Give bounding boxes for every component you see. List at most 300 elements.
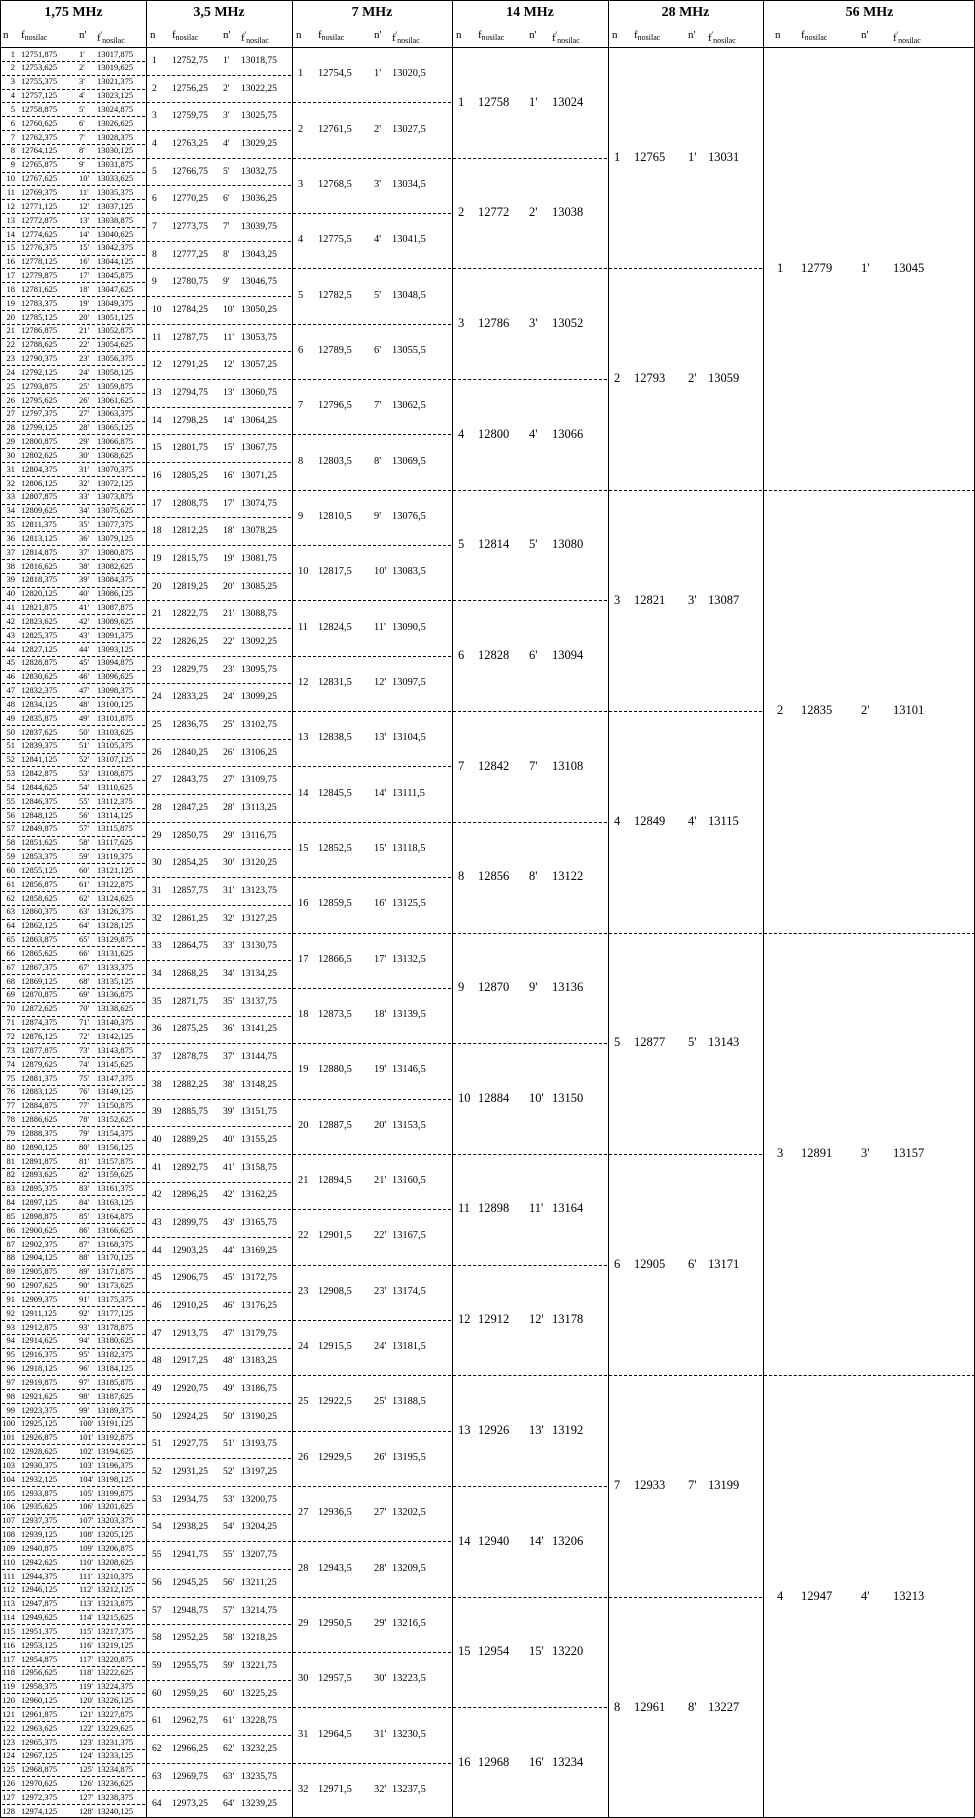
cell-f-prime-nosilac: 13116,75 (241, 829, 277, 841)
cell-n-prime: 33' (223, 940, 235, 952)
cell-f-prime-nosilac: 13227,875 (97, 1708, 134, 1719)
cell-n-prime: 122' (79, 1722, 94, 1733)
cell-f-nosilac: 12899,75 (172, 1217, 208, 1229)
cell-n: 64 (152, 1798, 162, 1810)
cell-n: 73 (6, 1044, 15, 1055)
cell-f-prime-nosilac: 13205,125 (97, 1529, 134, 1540)
cell-n: 114 (2, 1612, 15, 1623)
cell-n-prime: 33' (79, 491, 90, 502)
cell-n: 22 (6, 339, 15, 350)
cell-f-nosilac: 12809,625 (21, 505, 58, 516)
cell-f-prime-nosilac: 13156,125 (97, 1141, 134, 1152)
row-separator (147, 1707, 291, 1708)
row-separator (293, 600, 451, 601)
cell-f-prime-nosilac: 13067,75 (241, 442, 277, 454)
cell-f-prime-nosilac: 13087 (708, 592, 740, 607)
cell-n-prime: 7' (223, 220, 230, 232)
cell-n-prime: 48' (223, 1355, 235, 1367)
cell-n: 2 (152, 82, 157, 94)
cell-n-prime: 40' (223, 1134, 235, 1146)
cell-f-prime-nosilac: 13096,625 (97, 671, 134, 682)
cell-n: 46 (152, 1300, 162, 1312)
cell-n: 60 (152, 1687, 162, 1699)
cell-n: 85 (6, 1210, 15, 1221)
cell-n: 9 (298, 510, 304, 522)
cell-f-prime-nosilac: 13083,5 (392, 566, 426, 578)
cell-f-nosilac: 12942,625 (21, 1556, 58, 1567)
row-separator (453, 1486, 607, 1487)
cell-n-prime: 7' (688, 1478, 697, 1493)
cell-n: 14 (298, 787, 309, 799)
cell-n-prime: 32' (223, 912, 235, 924)
row-separator (293, 434, 451, 435)
cell-f-nosilac: 12915,5 (318, 1341, 352, 1353)
cell-n: 44 (152, 1244, 162, 1256)
cell-f-prime-nosilac: 13234 (552, 1754, 584, 1769)
cell-n: 49 (152, 1383, 162, 1395)
cell-f-prime-nosilac: 13137,75 (241, 995, 277, 1007)
cell-n-prime: 2' (223, 82, 230, 94)
cell-n: 42 (6, 615, 15, 626)
cell-f-prime-nosilac: 13045,875 (97, 270, 134, 281)
cell-n: 8 (298, 455, 304, 467)
cell-n-prime: 8' (529, 869, 538, 884)
cell-f-prime-nosilac: 13063,375 (97, 408, 134, 419)
cell-n: 5 (298, 289, 304, 301)
cell-n-prime: 96' (79, 1363, 90, 1374)
cell-n-prime: 11' (529, 1201, 544, 1216)
cell-n: 13 (6, 214, 15, 225)
cell-f-nosilac: 12945,25 (172, 1576, 208, 1588)
cell-n-prime: 38' (223, 1078, 235, 1090)
header-n: n (296, 29, 302, 41)
cell-n: 13 (152, 386, 162, 398)
cell-f-nosilac: 12874,375 (21, 1017, 58, 1028)
cell-n-prime: 4' (223, 137, 230, 149)
cell-f-prime-nosilac: 13085,25 (241, 580, 277, 592)
cell-n: 50 (152, 1410, 162, 1422)
cell-f-prime-nosilac: 13081,75 (241, 552, 277, 564)
cell-f-prime-nosilac: 13134,25 (241, 968, 277, 980)
cell-f-prime-nosilac: 13214,75 (241, 1604, 277, 1616)
cell-n: 26 (298, 1451, 309, 1463)
cell-f-nosilac: 12873,5 (318, 1009, 352, 1021)
cell-n-prime: 90' (79, 1280, 90, 1291)
cell-f-nosilac: 12828 (478, 648, 510, 663)
cell-n: 77 (6, 1100, 15, 1111)
cell-f-prime-nosilac: 13026,625 (97, 117, 134, 128)
cell-f-prime-nosilac: 13130,75 (241, 940, 277, 952)
cell-f-prime-nosilac: 13025,75 (241, 110, 277, 122)
row-separator (453, 600, 607, 601)
cell-f-nosilac: 12860,375 (21, 906, 58, 917)
cell-f-nosilac: 12888,375 (21, 1127, 58, 1138)
cell-n-prime: 92' (79, 1307, 90, 1318)
row-separator (293, 324, 451, 325)
row-separator (293, 822, 451, 823)
cell-n-prime: 22' (79, 339, 90, 350)
band-divider (146, 1, 147, 1817)
cell-n: 16 (298, 898, 309, 910)
row-separator (293, 711, 451, 712)
cell-n: 13 (298, 732, 309, 744)
cell-f-nosilac: 12933,875 (21, 1487, 58, 1498)
cell-n: 101 (2, 1432, 15, 1443)
row-separator (147, 656, 291, 657)
cell-n: 43 (152, 1217, 162, 1229)
cell-n: 39 (152, 1106, 162, 1118)
cell-f-prime-nosilac: 13113,25 (241, 802, 277, 814)
cell-n-prime: 2' (861, 703, 870, 718)
row-separator (147, 1182, 291, 1183)
cell-f-nosilac: 12949,625 (21, 1612, 58, 1623)
cell-f-nosilac: 12920,75 (172, 1383, 208, 1395)
cell-f-prime-nosilac: 13125,5 (392, 898, 426, 910)
cell-f-nosilac: 12893,625 (21, 1169, 58, 1180)
cell-f-prime-nosilac: 13117,625 (97, 837, 133, 848)
cell-f-prime-nosilac: 13058,125 (97, 366, 134, 377)
cell-n-prime: 21' (374, 1175, 387, 1187)
cell-n-prime: 3' (529, 315, 538, 330)
row-separator (293, 1265, 451, 1266)
cell-f-nosilac: 12775,5 (318, 234, 352, 246)
cell-f-nosilac: 12840,25 (172, 746, 208, 758)
cell-f-nosilac: 12925,125 (21, 1418, 58, 1429)
cell-n: 54 (152, 1521, 162, 1533)
cell-f-nosilac: 12866,5 (318, 953, 352, 965)
cell-n: 30 (152, 857, 162, 869)
cell-f-nosilac: 12960,125 (21, 1695, 58, 1706)
cell-n: 103 (2, 1459, 15, 1470)
cell-n-prime: 17' (79, 270, 90, 281)
cell-f-prime-nosilac: 13227 (708, 1699, 740, 1714)
cell-n: 55 (6, 795, 15, 806)
cell-f-nosilac: 12842 (478, 758, 510, 773)
cell-f-nosilac: 12904,125 (21, 1252, 58, 1263)
cell-n: 22 (152, 635, 162, 647)
cell-n: 38 (152, 1078, 162, 1090)
row-separator (453, 1154, 607, 1155)
cell-f-nosilac: 12878,75 (172, 1051, 208, 1063)
cell-f-prime-nosilac: 13188,5 (392, 1396, 426, 1408)
cell-f-nosilac: 12762,375 (21, 131, 58, 142)
cell-n: 4 (777, 1588, 784, 1603)
row-separator (147, 988, 291, 989)
cell-f-prime-nosilac: 13075,625 (97, 505, 134, 516)
cell-n: 4 (458, 426, 465, 441)
cell-n-prime: 61' (79, 878, 90, 889)
cell-f-nosilac: 12883,125 (21, 1086, 58, 1097)
cell-f-nosilac: 12843,75 (172, 774, 208, 786)
cell-n-prime: 64' (79, 920, 90, 931)
cell-n: 11 (458, 1201, 471, 1216)
row-separator (147, 683, 291, 684)
cell-n: 21 (298, 1175, 309, 1187)
cell-n-prime: 56' (223, 1576, 235, 1588)
cell-f-nosilac: 12867,375 (21, 961, 58, 972)
cell-f-prime-nosilac: 13111,5 (392, 787, 425, 799)
cell-n-prime: 15' (223, 442, 235, 454)
cell-n-prime: 20' (374, 1119, 387, 1131)
row-separator (609, 490, 762, 491)
cell-f-nosilac: 12965,375 (21, 1736, 58, 1747)
cell-f-prime-nosilac: 13055,5 (392, 344, 426, 356)
cell-f-prime-nosilac: 13196,375 (97, 1459, 134, 1470)
row-separator (147, 102, 291, 103)
cell-f-nosilac: 12928,625 (21, 1446, 58, 1457)
cell-f-prime-nosilac: 13076,5 (392, 510, 426, 522)
row-separator (293, 1431, 451, 1432)
cell-f-nosilac: 12955,75 (172, 1659, 208, 1671)
cell-f-prime-nosilac: 13162,25 (241, 1189, 277, 1201)
cell-f-prime-nosilac: 13029,25 (241, 137, 277, 149)
cell-f-prime-nosilac: 13210,375 (97, 1570, 134, 1581)
cell-f-nosilac: 12901,5 (318, 1230, 352, 1242)
cell-n: 14 (152, 414, 162, 426)
cell-f-prime-nosilac: 13236,625 (97, 1778, 134, 1789)
cell-f-nosilac: 12954 (478, 1644, 510, 1659)
row-separator (609, 1154, 762, 1155)
cell-f-nosilac: 12886,625 (21, 1114, 58, 1124)
cell-f-prime-nosilac: 13147,375 (97, 1072, 134, 1083)
band-title-14: 14 MHz (506, 5, 554, 20)
cell-f-nosilac: 12768,5 (318, 178, 352, 190)
cell-f-prime-nosilac: 13191,125 (97, 1418, 134, 1429)
cell-f-nosilac: 12887,5 (318, 1119, 352, 1131)
cell-n: 52 (6, 754, 15, 765)
cell-n-prime: 37' (223, 1051, 235, 1063)
cell-f-nosilac: 12781,625 (21, 283, 58, 294)
header-f-prime-nosilac: $f'_{nosilac}$ (552, 30, 580, 45)
cell-n: 6 (152, 193, 157, 205)
cell-f-prime-nosilac: 13131,625 (97, 947, 134, 958)
cell-f-nosilac: 12939,125 (21, 1529, 58, 1540)
row-separator (293, 877, 451, 878)
cell-f-nosilac: 12826,25 (172, 635, 208, 647)
cell-f-prime-nosilac: 13220,875 (97, 1653, 134, 1664)
row-separator (147, 1597, 291, 1598)
row-separator (147, 379, 291, 380)
cell-f-nosilac: 12780,75 (172, 276, 208, 288)
cell-n-prime: 89' (79, 1266, 90, 1277)
cell-f-nosilac: 12793 (634, 371, 666, 386)
cell-f-nosilac: 12772,875 (21, 214, 58, 225)
cell-f-prime-nosilac: 13110,625 (97, 781, 133, 792)
cell-n: 9 (458, 980, 465, 995)
cell-f-nosilac: 12848,125 (21, 809, 58, 820)
cell-f-nosilac: 12786 (478, 315, 510, 330)
cell-n: 16 (458, 1754, 471, 1769)
cell-f-nosilac: 12792,125 (21, 366, 58, 377)
cell-f-prime-nosilac: 13053,75 (241, 331, 277, 343)
cell-f-nosilac: 12845,5 (318, 787, 352, 799)
cell-n-prime: 30' (374, 1673, 387, 1685)
cell-f-prime-nosilac: 13145,625 (97, 1058, 134, 1069)
cell-n: 12 (458, 1312, 471, 1327)
cell-n-prime: 112' (79, 1584, 93, 1595)
cell-n: 1 (298, 68, 304, 80)
cell-n: 128 (2, 1805, 15, 1816)
cell-f-nosilac: 12858,625 (21, 892, 58, 903)
row-separator (147, 462, 291, 463)
cell-n-prime: 25' (223, 719, 235, 730)
cell-n-prime: 8' (374, 455, 382, 467)
row-separator (293, 158, 451, 159)
cell-f-prime-nosilac: 13031 (708, 149, 740, 164)
row-separator (147, 1320, 291, 1321)
cell-n: 24 (298, 1341, 309, 1353)
row-separator (147, 1680, 291, 1681)
row-separator (453, 711, 607, 712)
cell-n: 39 (6, 574, 15, 585)
cell-f-nosilac: 12912 (478, 1312, 510, 1327)
cell-f-nosilac: 12808,75 (172, 497, 208, 509)
cell-f-nosilac: 12833,25 (172, 691, 208, 703)
cell-f-prime-nosilac: 13090,5 (392, 621, 426, 633)
cell-n-prime: 56' (79, 809, 90, 820)
cell-n: 13 (458, 1422, 471, 1437)
cell-n: 25 (152, 719, 162, 730)
cell-f-prime-nosilac: 13208,625 (97, 1556, 134, 1567)
cell-f-nosilac: 12952,25 (172, 1632, 208, 1644)
cell-n-prime: 74' (79, 1058, 90, 1069)
cell-n-prime: 5' (529, 537, 538, 552)
cell-n: 15 (458, 1644, 471, 1659)
cell-n-prime: 27' (223, 774, 235, 786)
cell-n: 71 (6, 1017, 15, 1028)
cell-f-prime-nosilac: 13154,375 (97, 1127, 134, 1138)
header-f-prime-nosilac: $f'_{nosilac}$ (97, 30, 125, 45)
cell-n: 15 (152, 442, 162, 454)
cell-f-prime-nosilac: 13186,75 (241, 1383, 277, 1395)
cell-f-nosilac: 12877 (634, 1035, 666, 1050)
cell-f-nosilac: 12797,375 (21, 408, 58, 419)
cell-f-nosilac: 12814,875 (21, 546, 58, 557)
cell-f-prime-nosilac: 13019,625 (97, 62, 134, 73)
cell-f-nosilac: 12880,5 (318, 1064, 352, 1076)
cell-n: 3 (614, 592, 621, 607)
cell-n: 58 (6, 837, 15, 848)
cell-f-prime-nosilac: 13107,125 (97, 754, 134, 765)
cell-n-prime: 71' (79, 1017, 90, 1028)
cell-f-nosilac: 12909,375 (21, 1293, 58, 1304)
cell-n-prime: 11' (79, 187, 89, 197)
header-n: n (612, 29, 618, 41)
cell-n: 94 (6, 1335, 15, 1346)
cell-f-prime-nosilac: 13039,75 (241, 220, 277, 232)
cell-f-prime-nosilac: 13047,625 (97, 283, 134, 294)
row-separator (147, 766, 291, 767)
cell-f-nosilac: 12882,25 (172, 1078, 208, 1090)
row-separator (764, 490, 975, 491)
cell-n-prime: 66' (79, 947, 90, 958)
row-separator (293, 1652, 451, 1653)
cell-f-nosilac: 12800,875 (21, 436, 58, 447)
cell-n-prime: 17' (374, 953, 387, 965)
cell-n: 81 (6, 1155, 15, 1166)
cell-n: 19 (152, 552, 162, 564)
row-separator (147, 158, 291, 159)
cell-n: 5 (10, 103, 15, 114)
cell-n: 124 (2, 1750, 15, 1761)
cell-n: 80 (6, 1141, 15, 1152)
cell-f-nosilac: 12831,5 (318, 677, 352, 688)
cell-n-prime: 10' (529, 1090, 544, 1105)
cell-n-prime: 4' (861, 1588, 870, 1603)
cell-n-prime: 23' (223, 663, 235, 675)
cell-n: 48 (6, 698, 15, 709)
cell-n: 109 (2, 1542, 15, 1553)
cell-n-prime: 18' (223, 525, 235, 537)
cell-n: 113 (2, 1598, 15, 1609)
row-separator (147, 1154, 291, 1155)
cell-n: 51 (6, 740, 15, 751)
cell-f-prime-nosilac: 13115 (708, 814, 739, 829)
cell-n: 3 (10, 76, 15, 87)
cell-n: 112 (2, 1584, 15, 1595)
cell-f-prime-nosilac: 13199 (708, 1478, 740, 1493)
cell-f-prime-nosilac: 13046,75 (241, 276, 277, 288)
cell-f-prime-nosilac: 13216,5 (392, 1617, 426, 1629)
cell-n: 53 (152, 1493, 162, 1505)
cell-f-prime-nosilac: 13032,75 (241, 165, 277, 177)
cell-n-prime: 9' (79, 159, 85, 170)
row-separator (147, 490, 291, 491)
cell-f-nosilac: 12844,625 (21, 781, 58, 792)
cell-f-nosilac: 12803,5 (318, 455, 352, 467)
cell-f-prime-nosilac: 13153,5 (392, 1119, 426, 1131)
cell-n: 54 (6, 781, 15, 792)
cell-n-prime: 2' (688, 371, 697, 386)
cell-n-prime: 58' (79, 837, 90, 848)
cell-n: 6 (458, 648, 465, 663)
cell-f-nosilac: 12911,125 (21, 1307, 57, 1318)
cell-n-prime: 6' (374, 344, 382, 356)
row-separator (147, 1237, 291, 1238)
header-n: n (456, 29, 462, 41)
cell-f-nosilac: 12839,375 (21, 740, 58, 751)
cell-f-prime-nosilac: 13150,875 (97, 1100, 134, 1111)
cell-n-prime: 72' (79, 1030, 90, 1041)
cell-n: 35 (152, 995, 162, 1007)
cell-n-prime: 51' (223, 1438, 235, 1450)
cell-n: 27 (6, 408, 15, 419)
cell-n: 8 (458, 869, 465, 884)
band-divider (452, 1, 453, 1817)
cell-n-prime: 14' (223, 414, 235, 426)
cell-f-nosilac: 12898,875 (21, 1210, 58, 1221)
cell-n-prime: 61' (223, 1715, 235, 1727)
band-title-56: 56 MHz (845, 5, 894, 20)
cell-n-prime: 120' (79, 1695, 94, 1706)
cell-n-prime: 5' (79, 103, 85, 114)
cell-n-prime: 1' (529, 94, 538, 109)
cell-n: 20 (298, 1119, 309, 1131)
cell-f-nosilac: 12842,875 (21, 768, 58, 779)
cell-n: 28 (152, 802, 162, 814)
cell-f-prime-nosilac: 13135,125 (97, 975, 134, 986)
cell-f-nosilac: 12820,125 (21, 588, 58, 599)
cell-n-prime: 46' (223, 1300, 235, 1312)
cell-f-nosilac: 12793,875 (21, 380, 58, 391)
cell-n-prime: 12' (374, 677, 387, 688)
cell-n: 2 (614, 371, 621, 386)
cell-f-prime-nosilac: 13064,25 (241, 414, 277, 426)
cell-f-prime-nosilac: 13056,375 (97, 353, 134, 364)
cell-f-prime-nosilac: 13070,375 (97, 463, 134, 474)
cell-n-prime: 13' (223, 386, 235, 398)
cell-f-prime-nosilac: 13035,375 (97, 187, 134, 197)
